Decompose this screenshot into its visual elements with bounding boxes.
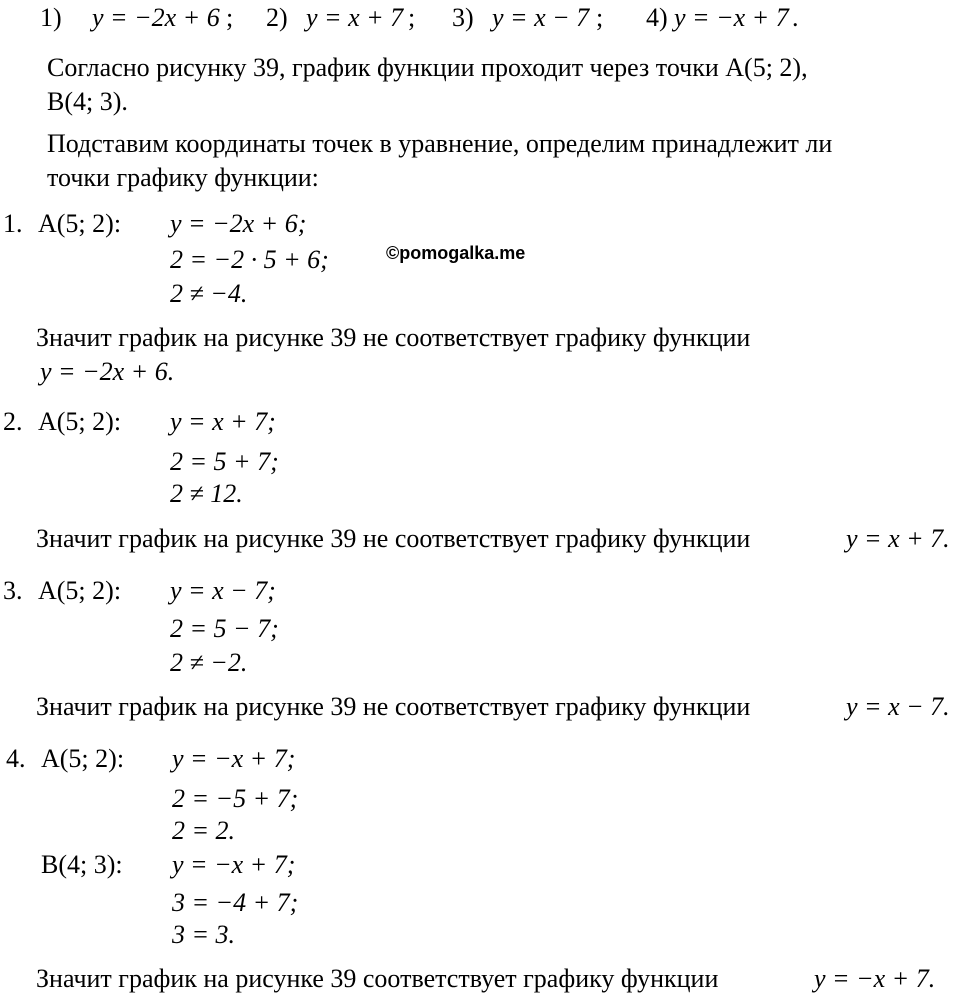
- check-4-line-3: 2 = 2.: [172, 816, 236, 845]
- check-4-line-5: 3 = −4 + 7;: [172, 888, 299, 917]
- check-3-line-1: y = x − 7;: [170, 576, 276, 605]
- option-3-equation: y = x − 7: [492, 3, 590, 32]
- check-3-point: A(5; 2):: [38, 576, 122, 605]
- check-4-line-2: 2 = −5 + 7;: [172, 784, 299, 813]
- option-1-separator: ;: [226, 3, 234, 32]
- option-1-equation: y = −2x + 6: [92, 3, 220, 32]
- check-4-conclusion-equation: y = −x + 7.: [814, 964, 936, 993]
- check-1-line-3: 2 ≠ −4.: [170, 279, 248, 308]
- check-4-line-4: y = −x + 7;: [172, 850, 296, 879]
- option-2-equation: y = x + 7: [306, 3, 404, 32]
- option-4-number: 4): [646, 3, 668, 32]
- check-4-line-1: y = −x + 7;: [172, 744, 296, 773]
- option-4-separator: .: [792, 3, 799, 32]
- check-3-conclusion: Значит график на рисунке 39 не соответствует графику функции: [36, 692, 751, 721]
- option-2-number: 2): [266, 3, 288, 32]
- check-2-point: A(5; 2):: [38, 407, 122, 436]
- check-1-conclusion: Значит график на рисунке 39 не соответствует графику функции: [36, 323, 751, 352]
- intro-line-3: Подставим координаты точек в уравнение, определим принадлежит ли: [47, 129, 833, 158]
- check-1-line-2: 2 = −2 · 5 + 6;: [170, 245, 329, 274]
- check-3-line-2: 2 = 5 − 7;: [170, 614, 279, 643]
- check-2-number: 2.: [3, 407, 23, 436]
- option-3-separator: ;: [596, 3, 604, 32]
- check-4-conclusion: Значит график на рисунке 39 соответствует графику функции: [36, 964, 719, 993]
- check-3-number: 3.: [3, 576, 23, 605]
- option-3-number: 3): [452, 3, 474, 32]
- intro-line-1: Согласно рисунку 39, график функции проходит через точки A(5; 2),: [47, 53, 808, 82]
- check-4-number: 4.: [6, 744, 26, 773]
- check-2-line-1: y = x + 7;: [170, 407, 276, 436]
- check-3-conclusion-equation: y = x − 7.: [846, 692, 950, 721]
- option-2-separator: ;: [408, 3, 416, 32]
- check-4-point-b: B(4; 3):: [41, 850, 123, 879]
- check-4-line-6: 3 = 3.: [172, 920, 236, 949]
- check-1-number: 1.: [3, 209, 23, 238]
- watermark: ©pomogalka.me: [386, 243, 526, 263]
- check-2-conclusion: Значит график на рисунке 39 не соответствует графику функции: [36, 524, 751, 553]
- check-2-line-2: 2 = 5 + 7;: [170, 447, 279, 476]
- check-2-conclusion-equation: y = x + 7.: [846, 524, 950, 553]
- check-1-conclusion-equation: y = −2x + 6.: [40, 357, 175, 386]
- intro-line-2: B(4; 3).: [47, 87, 128, 116]
- check-3-line-3: 2 ≠ −2.: [170, 648, 248, 677]
- check-2-line-3: 2 ≠ 12.: [170, 479, 243, 508]
- option-1-number: 1): [40, 3, 62, 32]
- check-1-point: A(5; 2):: [38, 209, 122, 238]
- check-4-point-a: A(5; 2):: [41, 744, 125, 773]
- check-1-line-1: y = −2x + 6;: [170, 209, 307, 238]
- option-4-equation: y = −x + 7: [674, 3, 789, 32]
- intro-line-4: точки графику функции:: [47, 163, 319, 192]
